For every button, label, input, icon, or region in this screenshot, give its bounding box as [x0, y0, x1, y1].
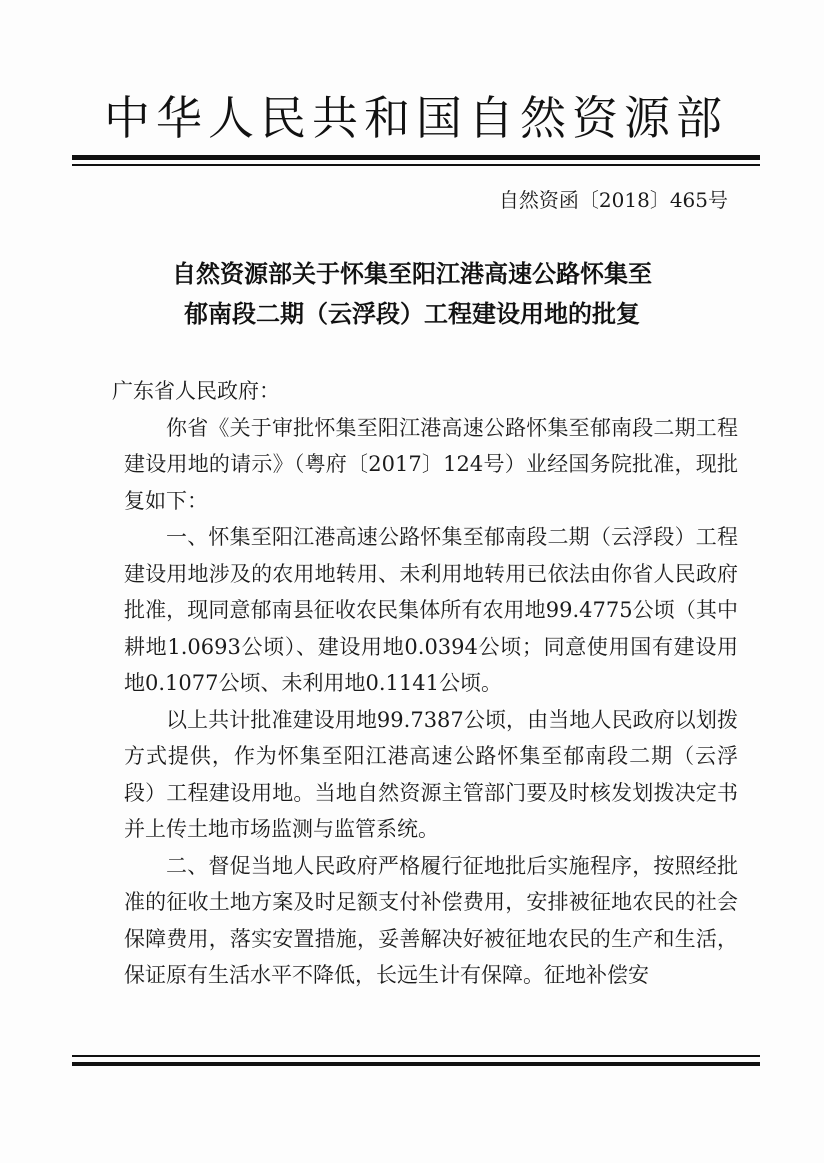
footer-rule-thin [72, 1055, 760, 1057]
body-paragraph: 二、督促当地人民政府严格履行征地批后实施程序，按照经批准的征收土地方案及时足额支付补偿费用，安排被征地农民的社会保障费用，落实安置措施，妥善解决好被征地农民的生产和生活，保证原有生活水平不降低，长远生计有保障。征地补偿安 [124, 853, 738, 987]
header-rule-thin [72, 164, 760, 166]
document-title [100, 254, 724, 334]
document-title-line-1: 自然资源部关于怀集至阳江港高速公路怀集至 [172, 260, 652, 288]
body-paragraph: 以上共计批准建设用地99.7387公顷，由当地人民政府以划拨方式提供，作为怀集至阳江港高速公路怀集至郁南段二期（云浮段）工程建设用地。当地自然资源主管部门要及时核发划拨决定书并上传土地市场监测与监管系统。 [124, 707, 738, 841]
document-body [112, 373, 738, 994]
footer-rule-thick [72, 1062, 760, 1066]
ministry-header-title: 中华人民共和国自然资源部 [104, 91, 728, 145]
document-number: 自然资函〔2018〕465号 [498, 188, 728, 212]
body-paragraph: 你省《关于审批怀集至阳江港高速公路怀集至郁南段二期工程建设用地的请示》（粤府〔2017〕124号）业经国务院批准，现批复如下： [124, 415, 738, 513]
document-title-line-2: 郁南段二期（云浮段）工程建设用地的批复 [184, 300, 640, 328]
header-rule-thick [72, 155, 760, 160]
salutation: 广东省人民政府： [112, 379, 280, 403]
body-paragraph: 一、怀集至阳江港高速公路怀集至郁南段二期（云浮段）工程建设用地涉及的农用地转用、未利用地转用已依法由你省人民政府批准，现同意郁南县征收农民集体所有农用地99.4775公顷（其中耕地1.0693公顷）、建设用地0.0394公顷；同意使用国有建设用地0.1077公顷、未利用地0.1141公顷。 [124, 525, 738, 695]
